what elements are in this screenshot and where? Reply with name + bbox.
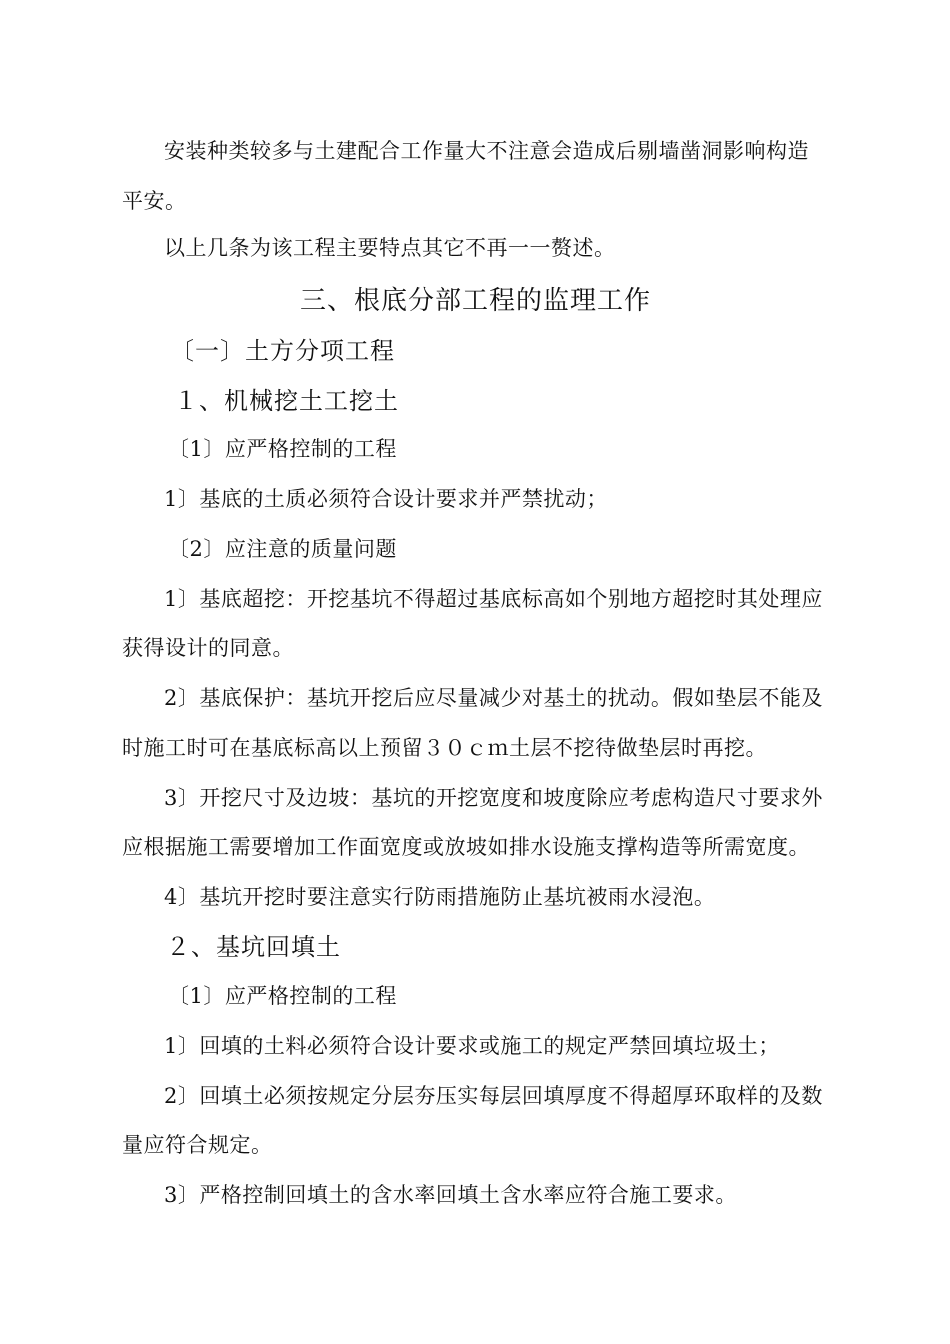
item-heading: 〔2〕应注意的质量问题 [168, 537, 397, 561]
paragraph-line: 1〕回填的土料必须符合设计要求或施工的规定严禁回填垃圾土； [164, 1034, 780, 1058]
paragraph-line: 安装种类较多与土建配合工作量大不注意会造成后剔墙凿洞影响构造 [164, 139, 809, 163]
paragraph-line: 3〕严格控制回填土的含水率回填土含水率应符合施工要求。 [164, 1183, 737, 1207]
paragraph-line: 3〕开挖尺寸及边坡：基坑的开挖宽度和坡度除应考虑构造尺寸要求外 [164, 786, 823, 810]
paragraph-line: 2〕回填土必须按规定分层夯压实每层回填厚度不得超厚环取样的及数 [164, 1084, 823, 1108]
paragraph-line: 1〕基底超挖：开挖基坑不得超过基底标高如个别地方超挖时其处理应 [164, 587, 823, 611]
paragraph-line: 量应符合规定。 [122, 1133, 273, 1157]
item-heading: 〔1〕应严格控制的工程 [168, 984, 397, 1008]
paragraph-line: 平安。 [122, 189, 187, 213]
item-heading: 〔1〕应严格控制的工程 [168, 437, 397, 461]
section-heading: 三、根底分部工程的监理工作 [300, 286, 652, 316]
paragraph-line: 4〕基坑开挖时要注意实行防雨措施防止基坑被雨水浸泡。 [164, 885, 716, 909]
paragraph-line: 时施工时可在基底标高以上预留３０ｃｍ土层不挖待做垫层时再挖。 [122, 736, 767, 760]
paragraph-line: 应根据施工需要增加工作面宽度或放坡如排水设施支撑构造等所需宽度。 [122, 835, 810, 859]
paragraph-line: 获得设计的同意。 [122, 636, 294, 660]
paragraph-line: 1〕基底的土质必须符合设计要求并严禁扰动； [164, 487, 608, 511]
paragraph-line: 以上几条为该工程主要特点其它不再一一赘述。 [164, 236, 616, 260]
subsection-heading: 〔一〕土方分项工程 [170, 337, 395, 365]
subsection-heading: １、机械挖土工挖土 [174, 387, 399, 415]
subsection-heading: ２、基坑回填土 [166, 933, 341, 961]
paragraph-line: 2〕基底保护：基坑开挖后应尽量减少对基土的扰动。假如垫层不能及 [164, 686, 823, 710]
